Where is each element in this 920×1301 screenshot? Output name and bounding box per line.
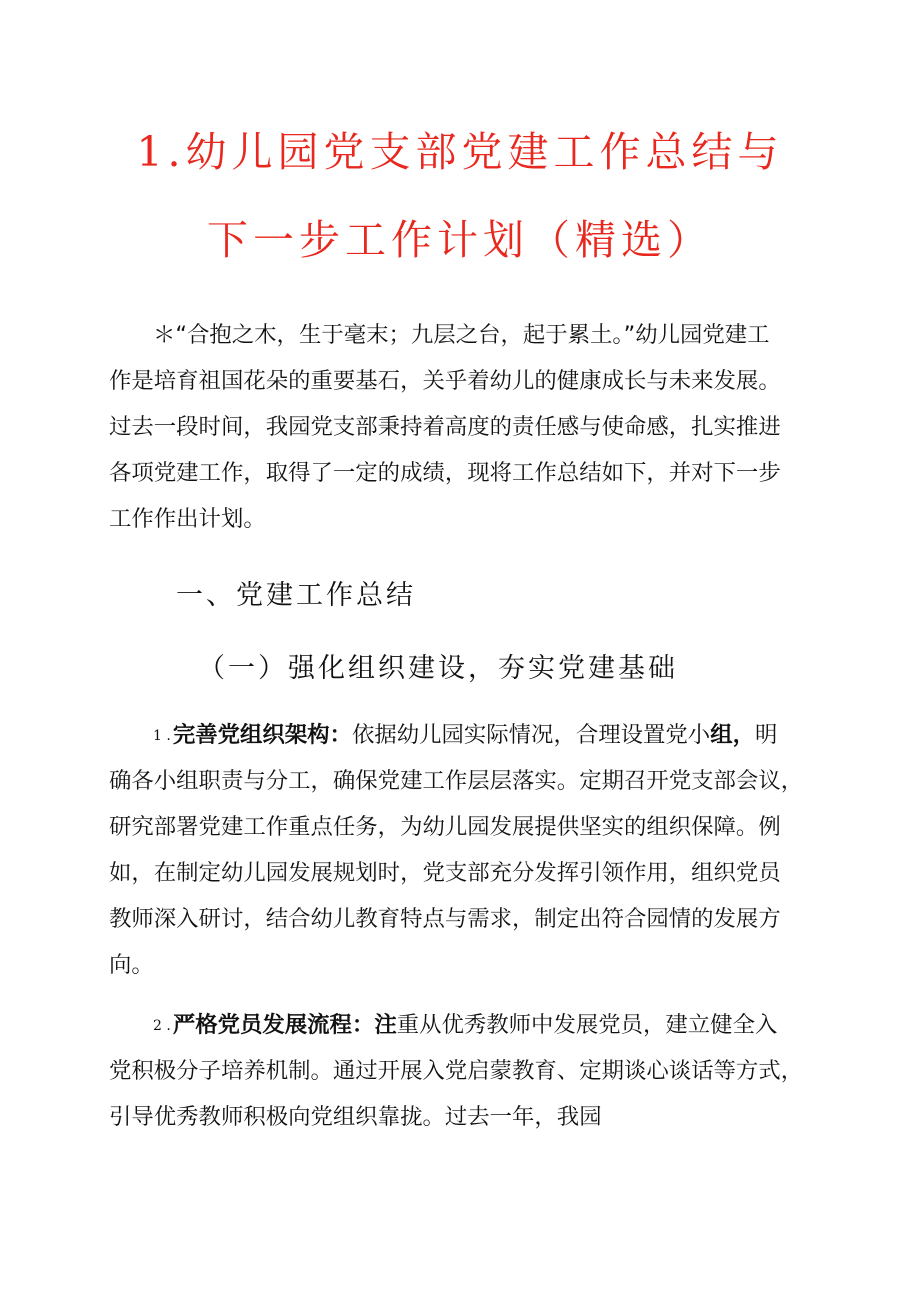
- item-1-first-line: [109, 712, 821, 758]
- section-heading: 一、党建工作总结: [176, 580, 416, 611]
- item-2-first-line: [109, 1002, 821, 1048]
- item-bold-text: 组，: [710, 722, 755, 748]
- item-number: 2 .: [153, 1018, 171, 1034]
- document-title-line-2: 下一步工作计划（精选）: [207, 216, 713, 264]
- item-1-line: 研究部署党建工作重点任务，为幼儿园发展提供坚实的组织保障。例: [109, 814, 781, 840]
- item-text: 重从优秀教师中发展党员，建立健全入: [396, 1012, 778, 1038]
- item-1-paragraph: [109, 712, 821, 988]
- intro-paragraph: [109, 312, 821, 542]
- intro-line: 过去一段时间，我园党支部秉持着高度的责任感与使命感，扎实推进: [109, 414, 781, 440]
- item-1-line: 如，在制定幼儿园发展规划时，党支部充分发挥引领作用，组织党员: [109, 860, 781, 886]
- item-bold-label: 严格党员发展流程：注: [172, 1012, 397, 1038]
- item-text: 明: [754, 722, 778, 748]
- intro-line: 各项党建工作，取得了一定的成绩，现将工作总结如下，并对下一步: [109, 460, 781, 486]
- intro-line: 作是培育祖国花朵的重要基石，关乎着幼儿的健康成长与未来发展。: [109, 368, 781, 394]
- intro-line: ＊“合抱之木，生于毫末；九层之台，起于累土。”幼儿园党建工: [153, 322, 770, 348]
- item-bold-label: 完善党组织架构：: [172, 722, 352, 748]
- item-2-paragraph: [109, 1002, 821, 1140]
- item-number: 1 .: [153, 728, 171, 744]
- item-2-line: 党积极分子培养机制。通过开展入党启蒙教育、定期谈心谈话等方式，: [109, 1058, 804, 1084]
- item-text: 依据幼儿园实际情况，合理设置党小: [351, 722, 711, 748]
- item-1-line: 向。: [109, 952, 154, 978]
- item-1-line: 确各小组职责与分工，确保党建工作层层落实。定期召开党支部会议，: [109, 768, 804, 794]
- intro-line: 工作作出计划。: [109, 506, 266, 532]
- document-title-line-1: 1.幼儿园党支部党建工作总结与: [136, 128, 784, 176]
- subsection-heading: （一）强化组织建设，夯实党建基础: [198, 653, 678, 684]
- item-1-line: 教师深入研讨，结合幼儿教育特点与需求，制定出符合园情的发展方: [109, 906, 781, 932]
- item-2-line: 引导优秀教师积极向党组织靠拢。过去一年，我园: [109, 1104, 602, 1130]
